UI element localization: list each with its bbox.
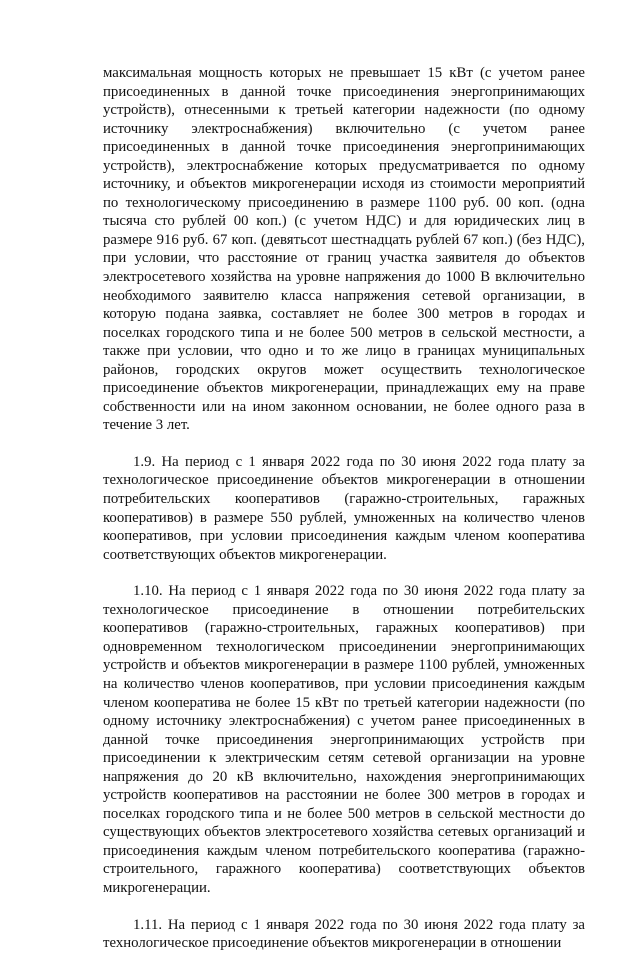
document-body [103,64,585,953]
paragraph-continuation: максимальная мощность которых не превышает 15 кВт (с учетом ранее присоединенных в данной точке присоединения энергопринимающих устройств), отнесенными к третьей категории надежности (по одному источнику электроснабжения) включительно (с учетом ранее присоединенных в данной точке присоединения энергопринимающих устройств), электроснабжение которых предусматривается по одному источнику, и объектов микрогенерации исходя из стоимости мероприятий по технологическому присоединению в размере 1100 руб. 00 коп. (одна тысяча сто рублей 00 коп.) (с учетом НДС) и для юридических лиц в размере 916 руб. 67 коп. (девятьсот шестнадцать рублей 67 коп.) (без НДС), при условии, что расстояние от границ участка заявителя до объектов электросетевого хозяйства на уровне напряжения до 1000 В включительно необходимого заявителю класса напряжения сетевой организации, в которую подана заявка, составляет не более 300 метров в городах и поселках городского типа и не более 500 метров в сельской местности, а также при условии, что одно и то же лицо в границах муниципальных районов, городских округов может осуществить технологическое присоединение объектов микрогенерации, принадлежащих ему на праве собственности или на ином законном основании, не более одного раза в течение 3 лет. [103,65,585,434]
paragraph-1-11: 1.11. На период с 1 января 2022 года по 30 июня 2022 года плату за технологическое присоединение объектов микрогенерации в отношении [103,916,585,952]
paragraph-1-9: 1.9. На период с 1 января 2022 года по 30 июня 2022 года плату за технологическое присоединение объектов микрогенерации в отношении потребительских кооперативов (гаражно-строительных, гаражных кооперативов) в размере 550 рублей, умноженных на количество членов кооперативов, при условии присоединения каждым членом кооператива соответствующих объектов микрогенерации. [103,453,585,563]
paragraph-1-10: 1.10. На период с 1 января 2022 года по 30 июня 2022 года плату за технологическое присоединение в отношении потребительских кооперативов (гаражно-строительных, гаражных кооперативов) при одновременном технологическом присоединении энергопринимающих устройств и объектов микрогенерации в размере 1100 рублей, умноженных на количество членов кооперативов, при условии присоединения каждым членом кооператива не более 15 кВт по третьей категории надежности (по одному источнику электроснабжения) с учетом ранее присоединенных в данной точке присоединения энергопринимающих устройств при присоединении к электрическим сетям сетевой организации на уровне напряжения до 20 кВ включительно, нахождения энергопринимающих устройств кооперативов на расстоянии не более 300 метров в городах и поселках городского типа и не более 500 метров в сельской местности до существующих объектов электросетевого хозяйства сетевых организаций и присоединения каждым членом потребительского кооператива (гаражно-строительного, гаражного кооператива) соответствующих объектов микрогенерации. [103,583,585,896]
